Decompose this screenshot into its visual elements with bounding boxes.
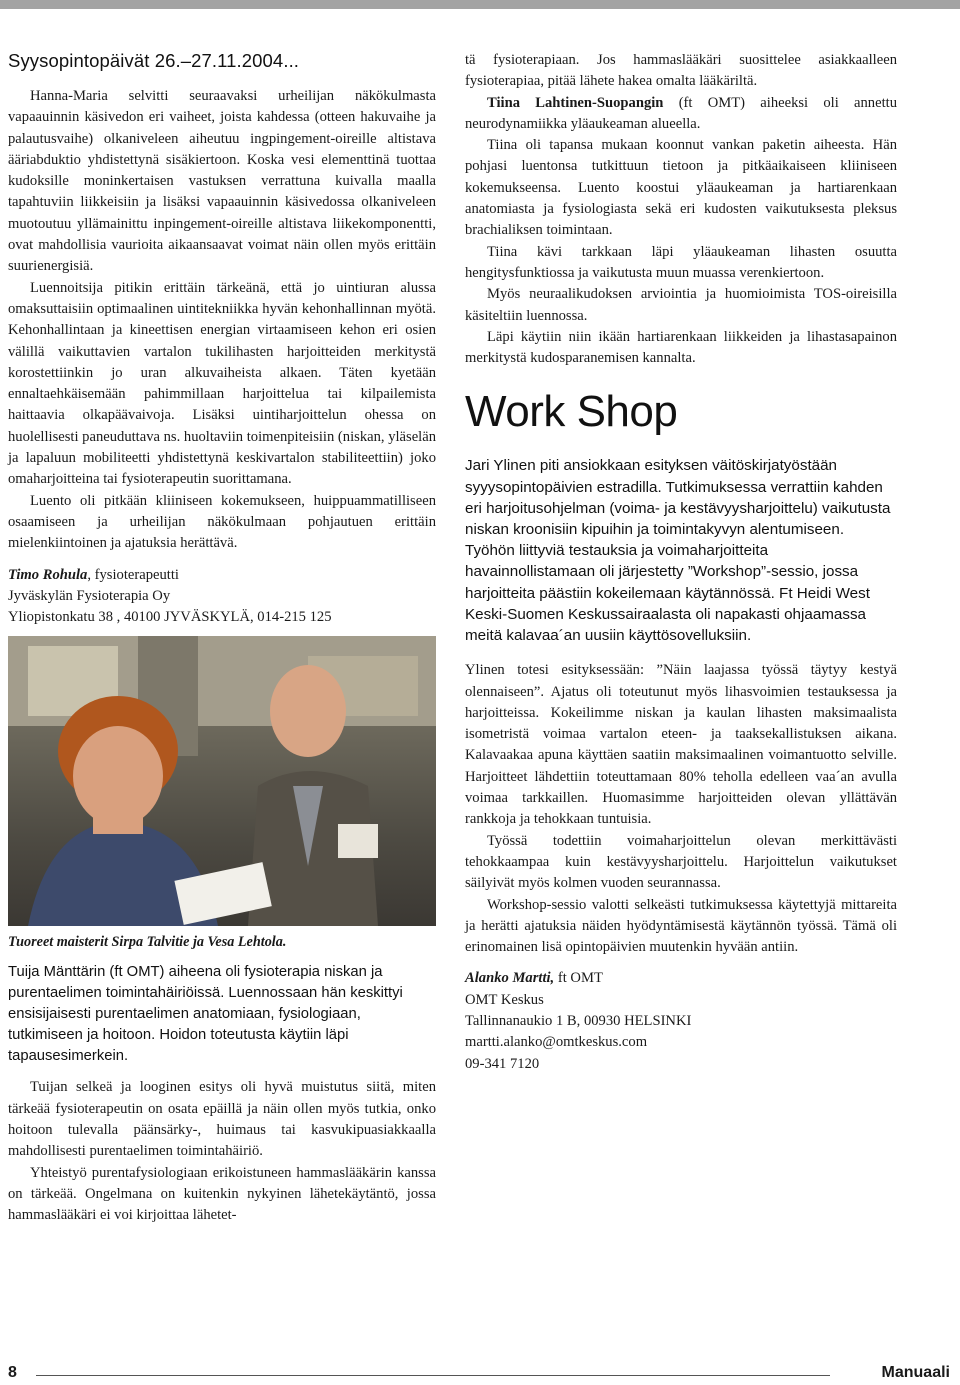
page-number: 8 [8, 1364, 17, 1381]
magazine-name: Manuaali [881, 1364, 950, 1381]
paragraph: Myös neuraalikudoksen arviointia ja huomioimista TOS-oireisilla käsiteltiin luennossa. [465, 286, 897, 324]
left-column [8, 46, 436, 1227]
paragraph: Workshop-sessio valotti selkeästi tutkimuksessa käytettyjä mittareita ja herätti ajatuksia näiden hyödyntämisestä käytännön työssä. Tämä oli erinomainen lisä opintopäivien muutenkin hyvään antiin. [465, 896, 897, 956]
author-role: ft OMT [554, 970, 603, 987]
lead-paragraph: Tuija Mänttärin (ft OMT) aiheena oli fysioterapia niskan ja purentaelimen toimintahäiriöissä. Luennossaan hän keskittyi ensisijaisesti purentaelimen anatomiaan, fysiologiaan, tutkimiseen ja hoitoon. Hoidon toteutusta käytiin läpi tapausesimerkein. [8, 964, 403, 1065]
section-heading: Syysopintopäivät 26.–27.11.2004... [8, 50, 300, 71]
paragraph: Ylinen totesi esityksessään: ”Näin laajassa työssä täytyy kestyä olennaiseen”. Ajatus oli toteutunut myös lihasvoimien testauksessa ja harjoitteissa. Kokeilimme niskan ja kaulan lihasten maksimaalista isometristä voimaa vartalon eteen- ja taaksekallistuksen aikana. Kalavaakaa apuna käyttäen saatiin maksimaalinen voimantuotto selville. Harjoitteet lähdettiin toteuttamaan 80% teholla edelleen vaa´an avulla voimaa tarkkaillen. Huomasimme harjoitteiden olevan yllättävän rankkoja ja tehokkaan tuntuisia. [465, 662, 897, 828]
paragraph: Tiina kävi tarkkaan läpi yläaukeaman lihasten osuutta hengitysfunktiossa ja vaikutusta muun muassa verenkiertoon. [465, 243, 897, 281]
author-signature [8, 565, 436, 629]
workshop-lead: Jari Ylinen piti ansiokkaan esityksen väitöskirjatyöstään syyysopintopäivien estradilla. Tutkimuksessa verrattiin kahden eri harjoitusohjelman (voima- ja kestävyysharjoittelu) vaikutusta niskan kroonisiin kipuihin ja toimintakyvyn alentumiseen. Työhön liittyviä testauksia ja voimaharjoitteita havainnollistamaan oli järjestetty ”Workshop”-sessio, jossa harjoitteita päästiin kokeilemaan käytännössä. Ft Heidi West Keski-Suomen Keskussairaalasta oli napakasti ohjaamassa meitä kalavaa´an uusiin käyttösovelluksiin. [465, 457, 891, 645]
author-phone: 09-341 7120 [465, 1055, 540, 1072]
speaker-name: Tiina Lahtinen-Suopangin [487, 94, 664, 111]
author-signature [465, 968, 897, 1074]
footer-rule [36, 1375, 830, 1376]
author-email: martti.alanko@omtkeskus.com [465, 1034, 648, 1051]
paragraph: Työssä todettiin voimaharjoittelun olevan merkittävästi tehokkaampaa kuin kestävyysharjoittelu. Harjoittelun vaikutukset säilyivät myös kolmen vuoden seurannassa. [465, 832, 897, 892]
paragraph: Tuijan selkeä ja looginen esitys oli hyvä muistutus siitä, miten tärkeää fysioterapeutin on osata epäillä ja näin ollen myös tutkia, onko hoitoon tulevalla päänsärky-, huimaus tai kasvukipuasiakkaalla mahdollisesti purentaelimen toimintahäiriö. [8, 1079, 436, 1160]
photo-two-people [8, 636, 436, 926]
author-organization: Jyväskylän Fysioterapia Oy [8, 587, 171, 604]
paragraph: Luennoitsija pitikin erittäin tärkeänä, että jo uintiuran alussa omaksuttaisiin optimaalinen uintitekniikka hyvän kehonhallinnan myötä. Kehonhallintaan ja kineettisen energian virtaamiseen kehon eri osien välillä vaikuttavien vartalon tukilihasten harjoitteiden merkitystä korostettiinkin jo uran alkuvaiheista alkaen. Täten kyetään ennaltaehkäisemään pahimmillaan harjoittelua tai kilpailemista haittaavia olkapäävaivoja. Lisäksi uintiharjoittelun ohessa on huolellisesti paneuduttava ns. huoltaviin toimenpiteisiin (niskan, yläselän ja lapaluun mobiliteetti yhdistettynä keskivartalon stabiliteettiin) joko omaharjoitteina tai fysioterapeutin suorittamana. [8, 279, 437, 488]
photo-caption: Tuoreet maisterit Sirpa Talvitie ja Vesa Lehtola. [8, 934, 287, 951]
author-role: , fysioterapeutti [87, 566, 179, 583]
right-column [465, 50, 897, 1075]
paragraph: Tiina oli tapansa mukaan koonnut vankan paketin aiheesta. Hän pohjasi luentonsa tutkittuun tietoon ja pitkäaikaiseen kliiniseen kokemukseensa. Luento koostui yläaukeaman ja hartiarenkaan anatomiasta ja fysiologiasta sekä eri kudosten vaikutuksesta pleksus brachialiksen toimintaan. [465, 137, 897, 239]
paragraph-text: (ft OMT) aiheeksi oli annettu neurodynamiikka yläaukeaman alueella. [465, 94, 897, 132]
author-address: Tallinnanaukio 1 B, 00930 HELSINKI [465, 1013, 692, 1030]
paragraph: Luento oli pitkään kliiniseen kokemukseen, huippuammatilliseen osaamiseen ja urheilijan näkökulmaan pohjautuen erittäin mielenkiintoinen ja ajatuksia herättävä. [8, 492, 436, 552]
top-border-bar [0, 0, 960, 9]
author-name: Timo Rohula [8, 566, 88, 583]
page-footer [0, 1364, 960, 1384]
photo-illustration [8, 636, 436, 926]
paragraph: tä fysioterapiaan. Jos hammaslääkäri suosittelee asiakkaalleen fysioterapiaa, pitää lähete hakea omalta lääkäriltä. [465, 52, 897, 90]
workshop-title: Work Shop [465, 387, 678, 437]
paragraph [465, 93, 897, 136]
paragraph: Hanna-Maria selvitti seuraavaksi urheilijan näkökulmasta vapaauinnin käsivedon eri vaiheet, joista kahdessa (otteen hakuvaihe ja palautusvaihe) olkaniveleen aiheutuu ingpingement-oireille altistava ääriabduktio yhdistettynä sisäkiertoon. Koska vesi elementtinä tuottaa kudoksille moninkertaisen vastuksen verrattuna kuivalla maalla tapahtuviin liikkeisiin ja lisäksi vapaauinnin käsivedossa olkaniveleen muotoutuu yllämainittu inpingement-oireille altistava liikekomponentti, ovat mahdollisia vaurioita aikaansaavat voimat näin ollen myös erittäin suurienergisiä. [8, 88, 436, 275]
author-name: Alanko Martti, [465, 970, 555, 987]
paragraph: Läpi käytiin niin ikään hartiarenkaan liikkeiden ja lihastasapainon merkitystä kudosparanemisen kannalta. [465, 328, 897, 367]
author-address: Yliopistonkatu 38 , 40100 JYVÄSKYLÄ, 014-215 125 [8, 609, 332, 626]
paragraph: Yhteistyö purentafysiologiaan erikoistuneen hammaslääkärin kanssa on tärkeää. Ongelmana on kuitenkin nykyinen lähetekäytäntö, jossa hammaslääkäri ei voi kirjoittaa lähetet- [8, 1164, 436, 1224]
author-organization: OMT Keskus [465, 991, 544, 1008]
